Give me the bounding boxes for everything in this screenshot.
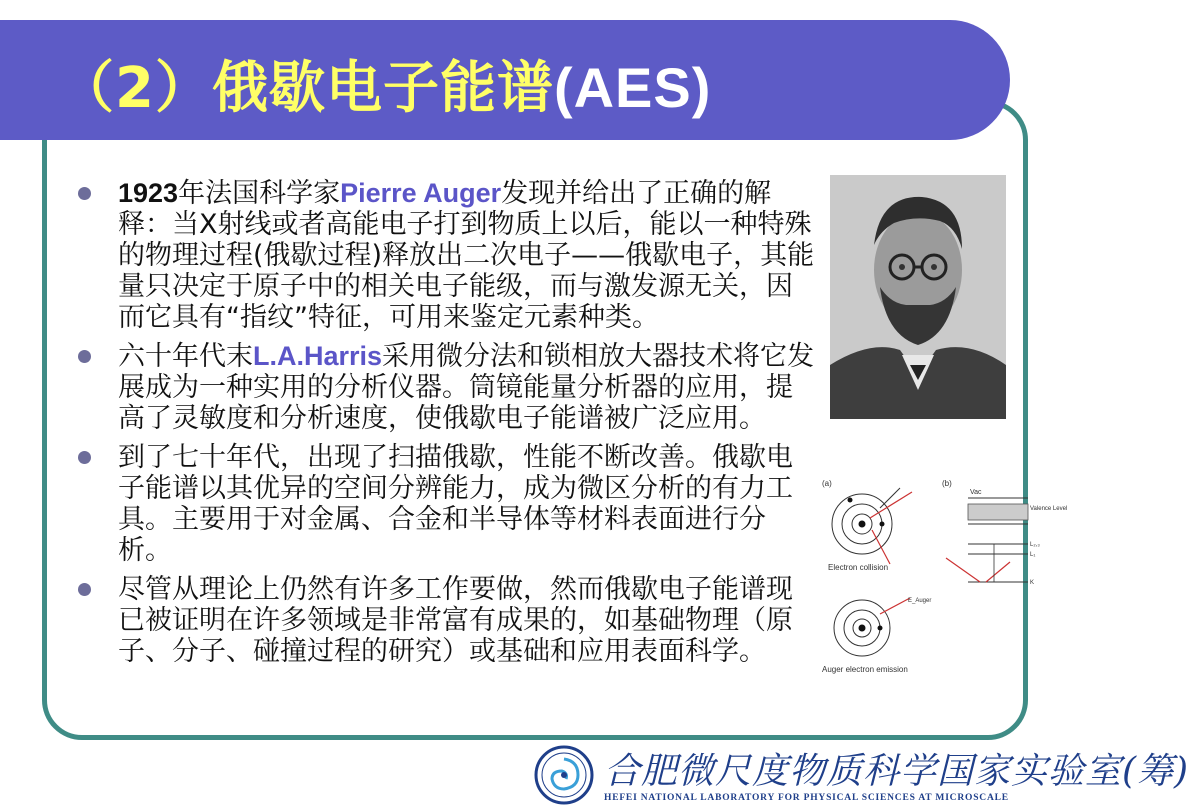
label-vac: Vac xyxy=(970,489,982,496)
bullet-item-2 xyxy=(78,341,818,434)
panel-b-label: (b) xyxy=(942,479,952,488)
label-l23: L₂,₃ xyxy=(1030,542,1040,548)
energy-level-diagram xyxy=(940,478,1068,588)
bullet-dot-icon xyxy=(78,583,91,596)
slide-title xyxy=(58,44,711,124)
bullet-text-a: 尽管从理论上仍然有许多工作要做，然而俄歇电子能谱现已被证明在许多领域是非常富有成果的，如基础物理（原子、分子、碰撞过程的研究）或基础和应用表面科学。 xyxy=(118,574,793,667)
auger-emission-diagram xyxy=(820,592,930,677)
footer-chinese-name: 合肥微尺度物质科学国家实验室(筹) xyxy=(604,751,1189,792)
footer-english-name: HEFEI NATIONAL LABORATORY FOR PHYSICAL SCIENCES AT MICROSCALE xyxy=(604,793,1009,803)
bullet-text-b: 发现并给出了正确的解释：当X射线或者高能电子打到物质上以后，能以一种特殊的物理过程(俄歇过程)释放出二次电子——俄歇电子，其能量只决定于原子中的相关电子能级，而与激发源无关，因而它具有“指纹”特征，可用来鉴定元素种类。 xyxy=(118,178,815,333)
bullet-item-3 xyxy=(78,442,818,566)
label-k: K xyxy=(1030,580,1035,586)
panel-a-label: (a) xyxy=(822,479,832,488)
label-e-auger: E_Auger xyxy=(908,598,932,604)
bullet-item-1 xyxy=(78,178,818,333)
electron-collision-diagram xyxy=(820,478,930,578)
bullet-list xyxy=(78,178,818,675)
label-l1: L₁ xyxy=(1030,552,1036,558)
bullet-dot-icon xyxy=(78,187,91,200)
bullet-text-a: 六十年代末 xyxy=(118,341,253,372)
bullet-text-a: 到了七十年代，出现了扫描俄歇，性能不断改善。俄歇电子能谱以其优异的空间分辨能力，成为微区分析的有力工具。主要用于对金属、合金和半导体等材料表面进行分析。 xyxy=(118,442,793,566)
bullet-text-b: 采用微分法和锁相放大器技术将它发展成为一种实用的分析仪器。筒镜能量分析器的应用，提高了灵敏度和分析速度，使俄歇电子能谱被广泛应用。 xyxy=(118,341,815,434)
caption-emission: Auger electron emission xyxy=(822,665,908,674)
bullet-text-a: 年法国科学家 xyxy=(178,178,341,209)
bullet-dot-icon xyxy=(78,350,91,363)
title-prefix: （2）俄歇电子能谱 xyxy=(58,56,554,121)
portrait-image xyxy=(830,175,1006,419)
bullet-year: 1923 xyxy=(118,178,179,208)
bullet-highlight: L.A.Harris xyxy=(253,341,383,371)
bullet-item-4 xyxy=(78,574,818,667)
footer xyxy=(528,741,1189,810)
bullet-highlight: Pierre Auger xyxy=(340,178,502,208)
lab-logo-icon xyxy=(534,745,594,805)
bullet-dot-icon xyxy=(78,451,91,464)
label-valence: Valence Level xyxy=(1030,506,1068,512)
title-suffix: (AES) xyxy=(553,56,712,119)
caption-collision: Electron collision xyxy=(828,563,889,572)
